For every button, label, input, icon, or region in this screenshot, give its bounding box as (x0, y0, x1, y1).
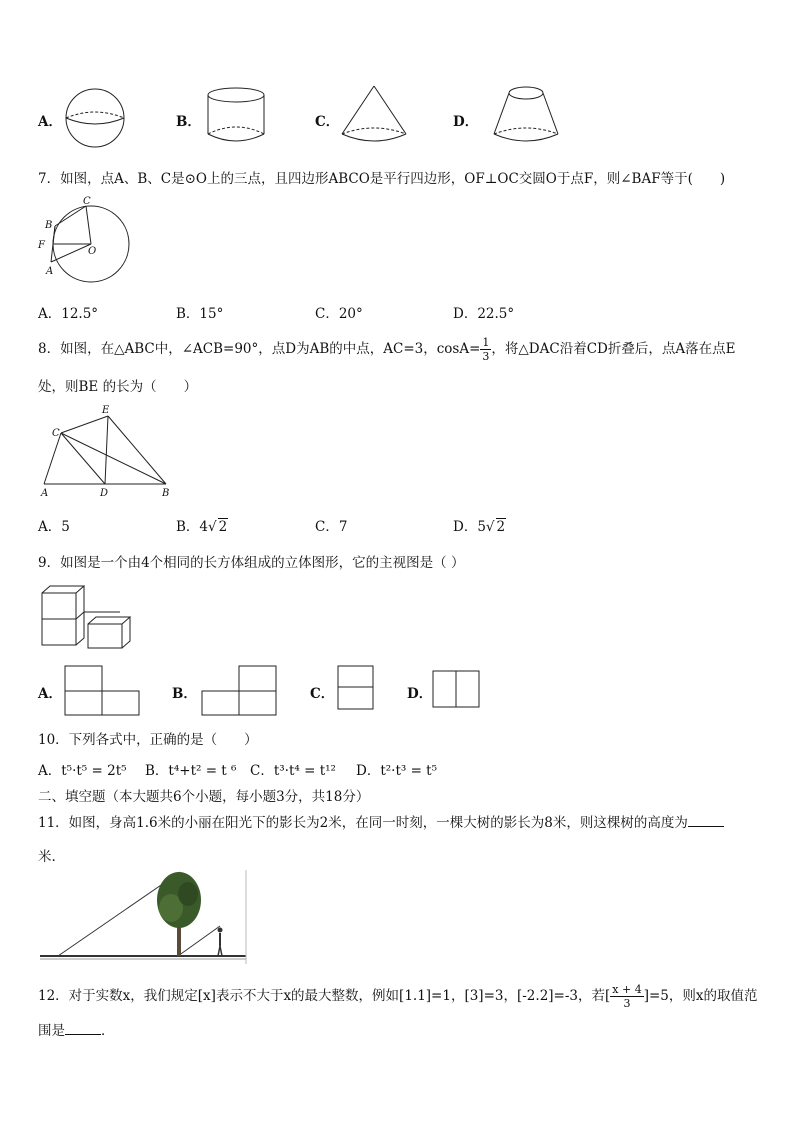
q11-tree-figure (40, 868, 250, 964)
q12-stem-after: ]=5，则x的取值范 (643, 988, 758, 1004)
q7-label-o: O (88, 246, 97, 257)
q8-label-a: A (41, 488, 49, 499)
section-heading: 二、填空题（本大题共6个小题，每小题3分，共18分） (38, 789, 370, 805)
q8-option-b-prefix: B．4 (176, 519, 209, 535)
q12-line2-after: ． (101, 1023, 115, 1039)
sqrt-icon: √ (485, 519, 495, 535)
cone-icon (338, 84, 410, 150)
q8-frac-den: 3 (482, 350, 490, 363)
q10-option-b[interactable]: B．t⁴+t² = t ⁶ (145, 763, 237, 779)
q9-cuboid-figure (40, 584, 132, 652)
q9-option-b-label: B． (172, 686, 197, 702)
q12-frac-num: x + 4 (612, 983, 642, 996)
q8-triangle-figure (36, 400, 176, 500)
q6-option-a[interactable] (38, 110, 62, 130)
q12-line2-before: 围是 (38, 1023, 65, 1039)
q7-label-c: C (83, 196, 91, 207)
q6-option-b[interactable] (176, 110, 201, 130)
q8-stem-before: 8．如图，在△ABC中，∠ACB=90°，点D为AB的中点，AC=3，cosA= (38, 341, 481, 357)
q9-option-c[interactable] (310, 682, 334, 702)
q10-option-c[interactable]: C．t³·t⁴ = t¹² (250, 763, 336, 779)
q9-option-d-view (432, 670, 482, 710)
q12-frac-den: 3 (623, 997, 631, 1010)
q7-option-d[interactable]: D．22.5° (453, 306, 515, 322)
q12-stem-before: 12．对于实数x，我们规定[x]表示不大于x的最大整数，例如[1.1]=1，[3]=3，[-2.2]=-3，若[ (38, 988, 611, 1004)
q7-label-b: B (45, 220, 53, 231)
q8-fraction (480, 336, 491, 363)
q9-option-a-view (64, 665, 140, 717)
q12-stem (38, 983, 757, 1010)
q9-option-c-label: C． (310, 686, 335, 702)
q11-line2: 米. (38, 849, 56, 865)
q9-option-a[interactable] (38, 682, 62, 702)
q8-option-c[interactable]: C．7 (315, 519, 348, 535)
q9-option-d[interactable] (407, 682, 432, 702)
q8-stem-after: ，将△DAC沿着CD折叠后，点A落在点E (491, 341, 736, 357)
q8-stem (38, 336, 735, 363)
q8-option-a[interactable]: A．5 (38, 519, 70, 535)
q8-frac-num: 1 (482, 336, 490, 349)
q6-option-c-label: C． (315, 114, 340, 130)
q7-option-b[interactable]: B．15° (176, 306, 224, 322)
sphere-icon (62, 88, 132, 150)
q8-stem-line2: 处，则BE 的长为（ ） (38, 379, 198, 395)
q9-option-b[interactable] (172, 682, 197, 702)
q8-option-d[interactable] (453, 515, 506, 535)
q6-option-a-label: A． (38, 114, 62, 130)
cylinder-icon (204, 86, 270, 150)
q11-answer-blank[interactable] (688, 826, 724, 827)
q9-option-c-view (337, 665, 375, 711)
q10-stem: 10．下列各式中，正确的是（ ） (38, 732, 258, 748)
q8-option-b-radicand: 2 (218, 519, 228, 535)
q7-option-a[interactable]: A．12.5° (38, 306, 99, 322)
q6-option-d[interactable] (453, 110, 478, 130)
q10-option-a[interactable]: A．t⁵·t⁵ = 2t⁵ (38, 763, 127, 779)
q6-option-c[interactable] (315, 110, 339, 130)
q8-label-e: E (102, 405, 110, 416)
q8-label-b: B (162, 488, 170, 499)
q9-option-d-label: D． (407, 686, 433, 702)
q8-label-c: C (52, 428, 60, 439)
q11-stem (38, 811, 724, 831)
q10-option-d[interactable]: D．t²·t³ = t⁵ (356, 763, 438, 779)
sqrt-icon: √ (208, 519, 217, 535)
q9-option-b-view (201, 665, 277, 717)
q9-option-a-label: A． (38, 686, 62, 702)
q7-label-a: A (46, 266, 54, 277)
q7-option-c[interactable]: C．20° (315, 306, 363, 322)
q8-label-d: D (100, 488, 109, 499)
q9-stem: 9．如图是一个由4个相同的长方体组成的立体图形，它的主视图是（ ） (38, 555, 465, 571)
q8-option-d-radicand: 2 (496, 519, 506, 535)
q7-circle-figure (36, 196, 132, 286)
frustum-icon (490, 84, 562, 150)
q11-stem-text: 11．如图，身高1.6米的小丽在阳光下的影长为2米，在同一时刻，一棵大树的影长为8米，则这棵树的高度为 (38, 815, 688, 831)
q6-option-d-label: D． (453, 114, 479, 130)
q8-option-d-prefix: D．5 (453, 519, 486, 535)
q12-line2 (38, 1019, 115, 1039)
q12-answer-blank[interactable] (65, 1034, 101, 1035)
q7-stem: 7．如图，点A、B、C是⊙O上的三点，且四边形ABCO是平行四边形，OF⊥OC交圆O于点F，则∠BAF等于( ) (38, 171, 726, 187)
q8-option-b[interactable] (176, 515, 228, 535)
q7-label-f: F (38, 240, 45, 251)
q6-option-b-label: B． (176, 114, 201, 130)
q12-fraction (610, 983, 643, 1010)
